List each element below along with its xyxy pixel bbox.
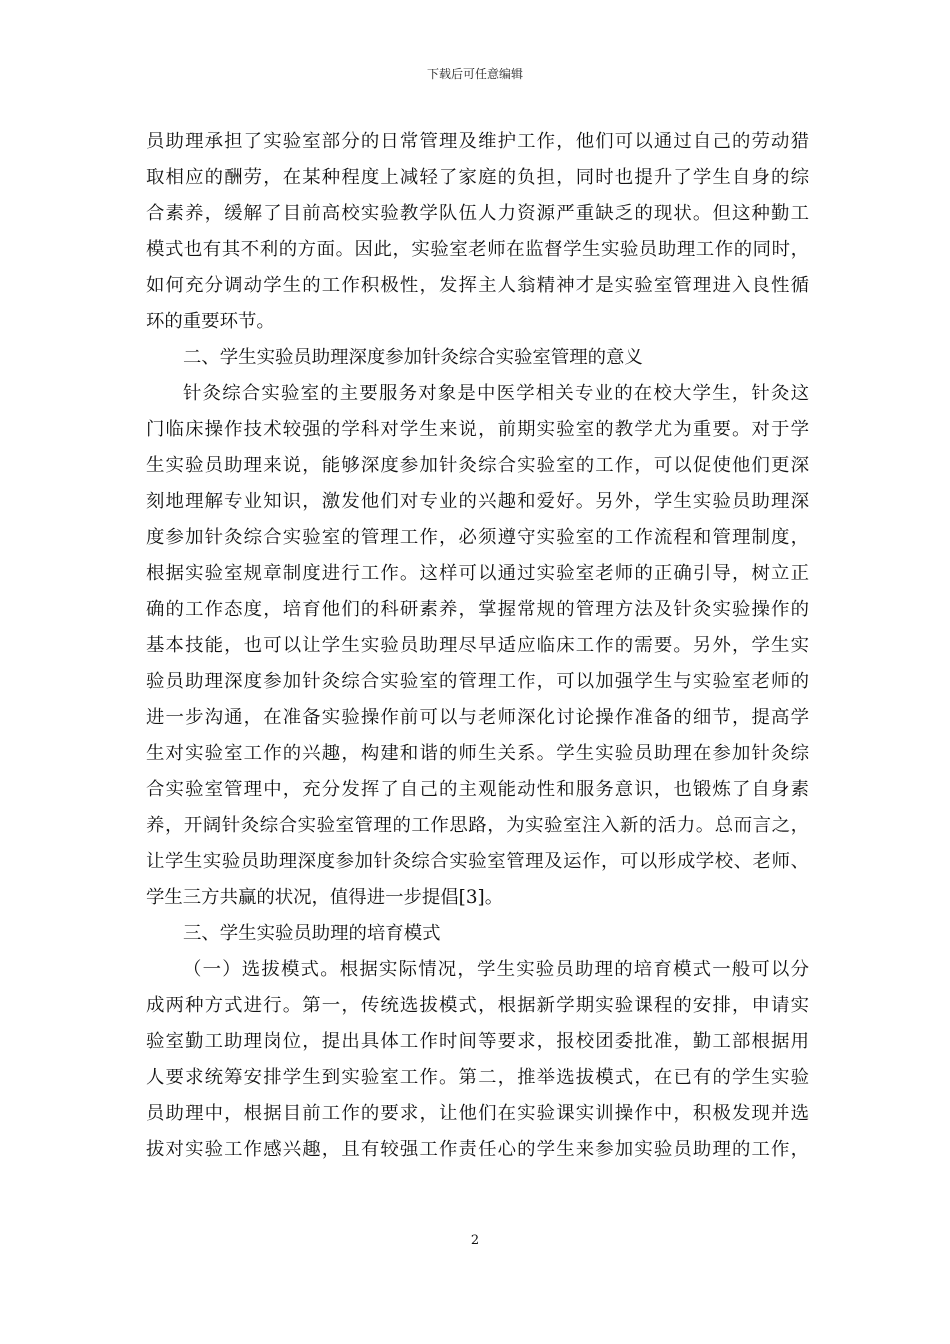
page-number: 2 — [470, 1233, 480, 1248]
paragraph-significance — [146, 376, 809, 916]
text-line: 环的重要环节。 — [146, 311, 275, 332]
section-heading-3: 三、学生实验员助理的培育模式 — [183, 923, 441, 944]
text-line: 生实验员助理来说，能够深度参加针灸综合实验室的工作，可以促使他们更深 — [146, 455, 809, 476]
text-line: 模式也有其不利的方面。因此，实验室老师在监督学生实验员助理工作的同时， — [146, 239, 809, 260]
text-line: 取相应的酬劳，在某种程度上减轻了家庭的负担，同时也提升了学生自身的综 — [146, 167, 809, 188]
text-line: 验员助理深度参加针灸综合实验室的管理工作，可以加强学生与实验室老师的 — [146, 671, 809, 692]
text-line: 门临床操作技术较强的学科对学生来说，前期实验室的教学尤为重要。对于学 — [146, 419, 809, 440]
text-line: 生对实验室工作的兴趣，构建和谐的师生关系。学生实验员助理在参加针灸综 — [146, 743, 809, 764]
text-line: 度参加针灸综合实验室的管理工作，必须遵守实验室的工作流程和管理制度， — [146, 527, 809, 548]
text-line: 刻地理解专业知识，激发他们对专业的兴趣和爱好。另外，学生实验员助理深 — [146, 491, 809, 512]
page-header: 下载后可任意编辑 — [426, 67, 523, 81]
text-line: 拔对实验工作感兴趣，且有较强工作责任心的学生来参加实验员助理的工作， — [146, 1139, 809, 1160]
text-line: 合实验室管理中，充分发挥了自己的主观能动性和服务意识，也锻炼了自身素 — [146, 779, 809, 800]
text-line: 确的工作态度，培育他们的科研素养，掌握常规的管理方法及针灸实验操作的 — [146, 599, 809, 620]
text-line: 针灸综合实验室的主要服务对象是中医学相关专业的在校大学生，针灸这 — [183, 383, 809, 404]
text-line: 基本技能，也可以让学生实验员助理尽早适应临床工作的需要。另外，学生实 — [146, 635, 809, 656]
text-line: 合素养，缓解了目前高校实验教学队伍人力资源严重缺乏的现状。但这种勤工 — [146, 203, 809, 224]
text-line: 成两种方式进行。第一，传统选拔模式，根据新学期实验课程的安排，申请实 — [146, 995, 809, 1016]
text-line: 根据实验室规章制度进行工作。这样可以通过实验室老师的正确引导，树立正 — [146, 563, 809, 584]
text-line: 验室勤工助理岗位，提出具体工作时间等要求，报校团委批准，勤工部根据用 — [146, 1031, 809, 1052]
text-line: 让学生实验员助理深度参加针灸综合实验室管理及运作，可以形成学校、老师、 — [146, 851, 809, 872]
section-heading-2: 二、学生实验员助理深度参加针灸综合实验室管理的意义 — [183, 347, 643, 368]
text-line: 养，开阔针灸综合实验室管理的工作思路，为实验室注入新的活力。总而言之， — [146, 815, 809, 836]
text-line: 进一步沟通，在准备实验操作前可以与老师深化讨论操作准备的细节，提高学 — [146, 707, 809, 728]
document-body — [146, 124, 809, 1168]
text-line: 如何充分调动学生的工作积极性，发挥主人翁精神才是实验室管理进入良性循 — [146, 275, 809, 296]
paragraph-selection-mode — [146, 952, 809, 1168]
text-line: 员助理承担了实验室部分的日常管理及维护工作，他们可以通过自己的劳动猎 — [146, 131, 809, 152]
text-line: （一）选拔模式。根据实际情况，学生实验员助理的培育模式一般可以分 — [183, 959, 809, 980]
text-line: 学生三方共赢的状况，值得进一步提倡[3]。 — [146, 887, 504, 908]
paragraph-continued — [146, 124, 809, 340]
text-line: 人要求统筹安排学生到实验室工作。第二，推举选拔模式，在已有的学生实验 — [146, 1067, 809, 1088]
text-line: 员助理中，根据目前工作的要求，让他们在实验课实训操作中，积极发现并选 — [146, 1103, 809, 1124]
